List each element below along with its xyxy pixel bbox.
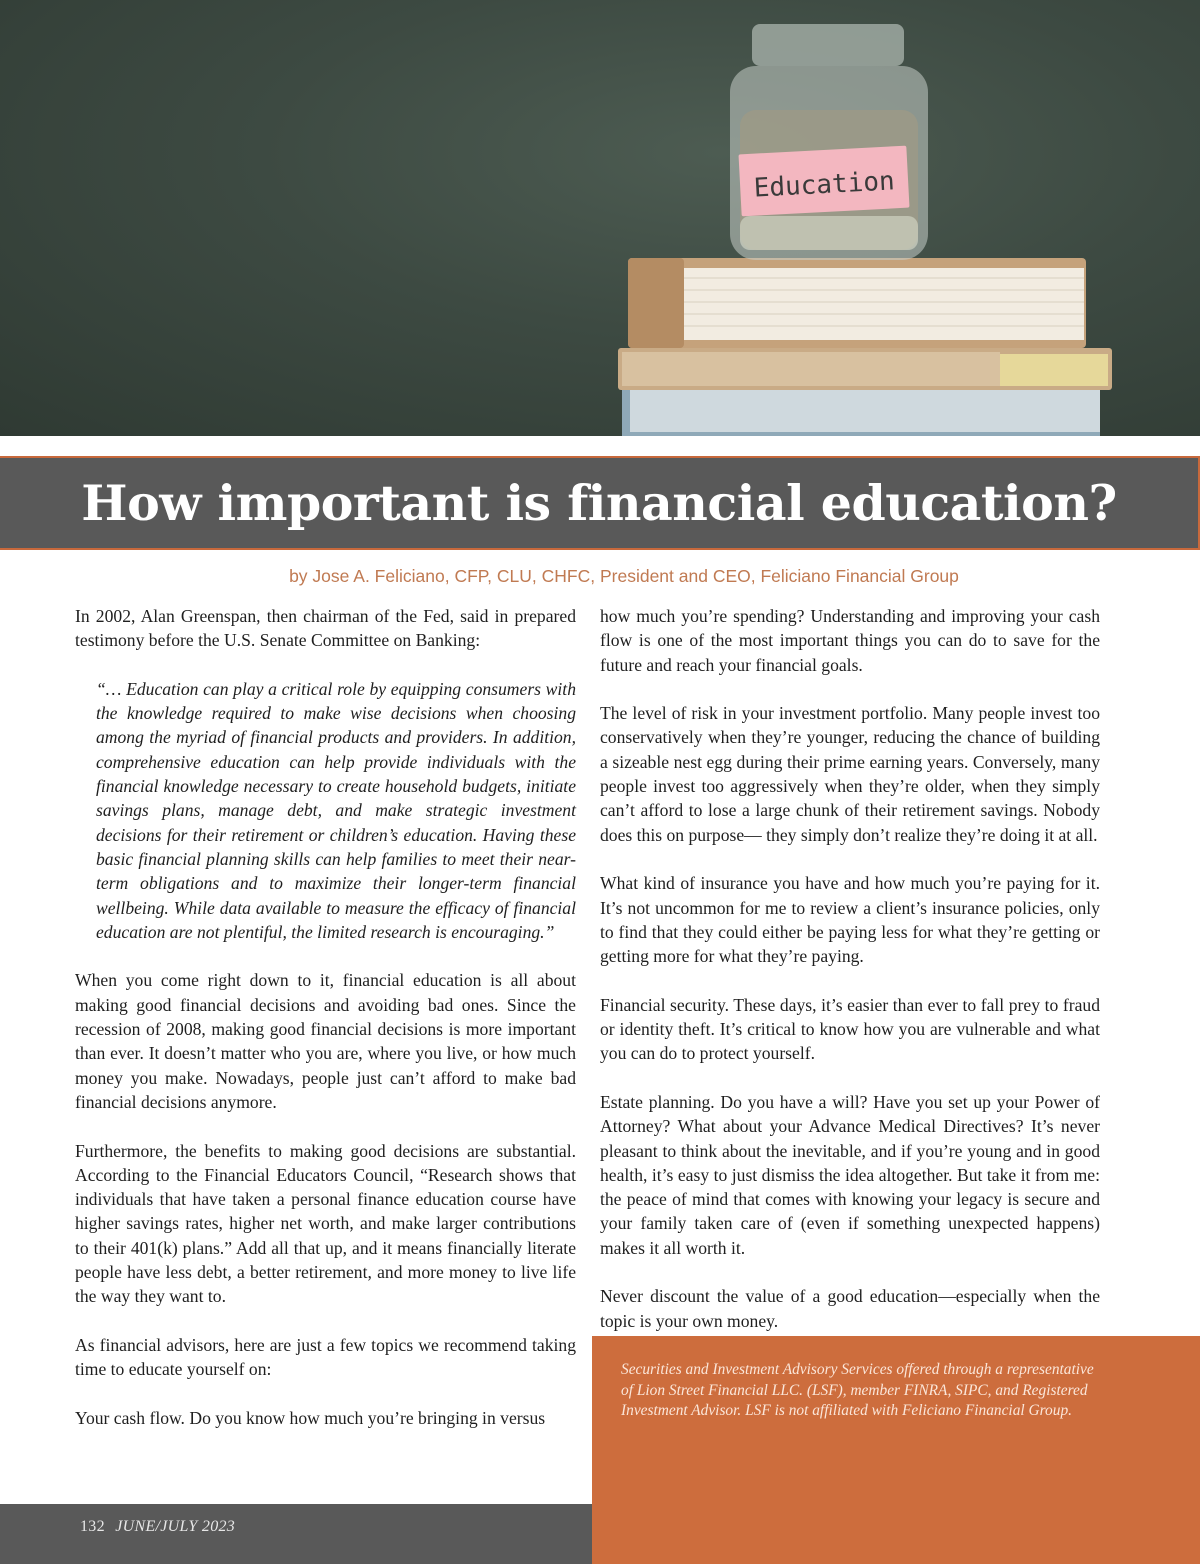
disclaimer-text: Securities and Investment Advisory Services offered through a representative of Lion Street Financial LLC. (LSF), member FINRA, SIPC, and Registered Investment Advisor. LSF is not affiliated with Feliciano Financial Group.	[621, 1361, 1094, 1419]
block-quote: “… Education can play a critical role by equipping consumers with the knowledge required to make wise decisions when choosing among the myriad of financial products and providers. In addition, comprehensive education can help provide individuals with the financial knowledge necessary to create household budgets, initiate savings plans, manage debt, and make strategic investment decisions for their retirement or children’s education. Having these basic financial planning skills can help families to meet their near-term obligations and to maximize their longer-term financial wellbeing. While data available to measure the efficacy of financial education are not plentiful, the limited research is encouraging.”	[96, 678, 576, 942]
folio	[80, 1518, 235, 1536]
paragraph: Furthermore, the benefits to making good decisions are substantial. According to the Financial Educators Council, “Research shows that individuals that have taken a personal finance education course have higher savings rates, higher net worth, and make larger contributions to their 401(k) plans.” Add all that up, and it means financially literate people have less debt, a better retirement, and more money to live life the way they want to.	[75, 1140, 576, 1307]
paragraph: Never discount the value of a good education—especially when the topic is your own money.	[600, 1286, 1100, 1331]
books-and-jar-illustration	[0, 0, 1200, 436]
paragraph: Estate planning. Do you have a will? Have you set up your Power of Attorney? What about your Advance Medical Directives? It’s never pleasant to think about the inevitable, and if you’re young and in good health, it’s easy to just dismiss the idea altogether. But take it from me: the peace of mind that comes with knowing your legacy is secure and your family taken care of (even if something unexpected happens) makes it all worth it.	[600, 1091, 1100, 1258]
paragraph: Your cash flow. Do you know how much you’re bringing in versus	[75, 1407, 546, 1428]
page-number: 132	[80, 1518, 105, 1535]
page-footer	[0, 1504, 592, 1564]
paragraph: how much you’re spending? Understanding and improving your cash flow is one of the most important things you can do to save for the future and reach your financial goals.	[600, 606, 1100, 675]
paragraph: Financial security. These days, it’s easier than ever to fall prey to fraud or identity theft. It’s critical to know how you are vulnerable and what you can do to protect yourself.	[600, 994, 1100, 1064]
title-bar	[0, 456, 1200, 550]
title-band	[0, 436, 1200, 566]
issue-date: JUNE/JULY 2023	[115, 1518, 236, 1535]
paragraph: The level of risk in your investment portfolio. Many people invest too conservatively when they’re younger, reducing the chance of building a sizeable nest egg during their prime earning years. Conversely, many people invest too aggressively when they’re older, when they simply can’t afford to lose a large chunk of their retirement savings. Nobody does this on purpose— they simply don’t realize they’re doing it at all.	[600, 703, 1100, 845]
jar-label: Education	[753, 166, 896, 204]
left-column	[75, 604, 576, 1454]
paragraph: In 2002, Alan Greenspan, then chairman of the Fed, said in prepared testimony before the U.S. Senate Committee on Banking:	[75, 606, 576, 651]
byline: by Jose A. Feliciano, CFP, CLU, CHFC, President and CEO, Feliciano Financial Group	[289, 566, 959, 586]
article-title: How important is financial education?	[81, 474, 1117, 532]
right-column	[600, 604, 1100, 1357]
paragraph: What kind of insurance you have and how much you’re paying for it. It’s not uncommon for me to review a client’s insurance policies, only to find that they could either be paying less for what they’re getting or getting more for what they’re paying.	[600, 873, 1100, 967]
paragraph: As financial advisors, here are just a few topics we recommend taking time to educate yourself on:	[75, 1334, 576, 1380]
disclaimer-box	[592, 1336, 1200, 1564]
paragraph: When you come right down to it, financial education is all about making good financial decisions and avoiding bad ones. Since the recession of 2008, making good financial decisions is more important than ever. It doesn’t matter who you are, where you live, or how much money you make. Nowadays, people just can’t afford to make bad financial decisions anymore.	[75, 970, 576, 1112]
hero-photo	[0, 0, 1200, 436]
